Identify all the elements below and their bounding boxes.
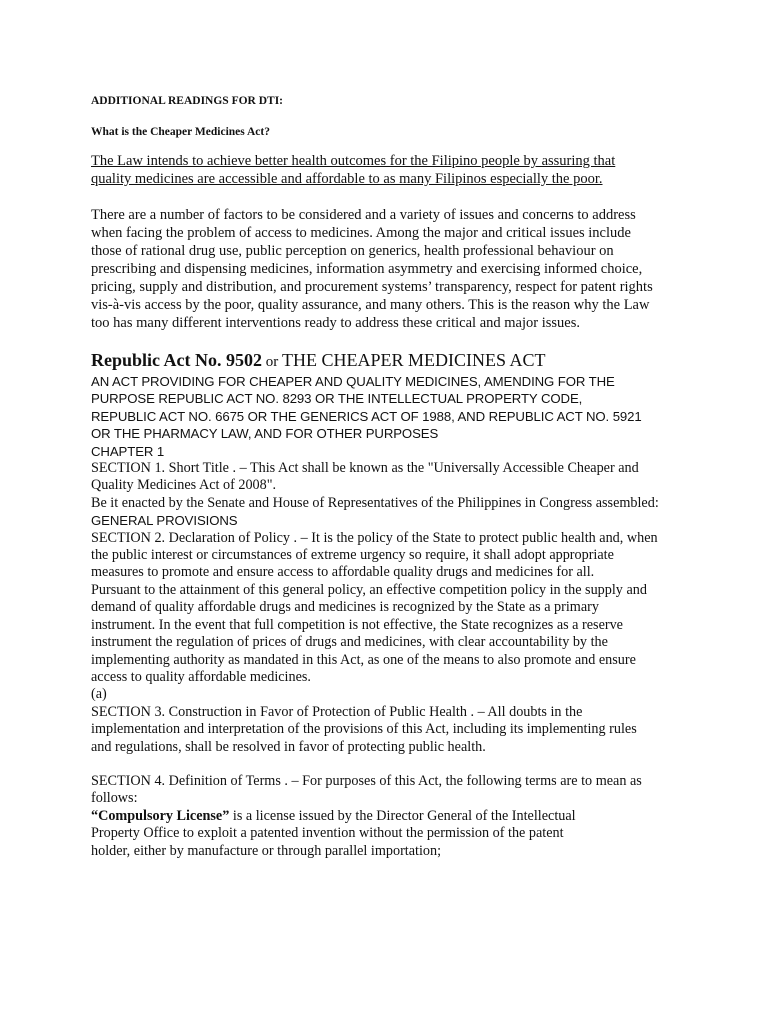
term-definition-first: is a license issued by the Director General of the Intellectual: [229, 807, 576, 824]
act-title: [91, 349, 708, 373]
chapter-heading: CHAPTER 1: [91, 443, 165, 459]
general-provisions-heading: GENERAL PROVISIONS: [91, 513, 238, 529]
term-compulsory-license: “Compulsory License”: [91, 807, 230, 824]
spacer: [91, 756, 708, 773]
item-a: (a): [91, 686, 107, 703]
section-3: SECTION 3. Construction in Favor of Protection of Public Health . – All doubts in the implementation and interpretation of the provisions of this Act, including its implementing rules and regulations, shall be resolved in favor of protecting public health.: [91, 703, 637, 755]
document-heading: ADDITIONAL READINGS FOR DTI:: [91, 95, 284, 107]
act-name: THE CHEAPER MEDICINES ACT: [282, 350, 546, 370]
act-number: Republic Act No. 9502: [91, 350, 262, 370]
question-heading: What is the Cheaper Medicines Act?: [91, 126, 270, 138]
compulsory-license-definition: [91, 808, 708, 825]
pursuant-paragraph: Pursuant to the attainment of this general policy, an effective competition policy in the supply and demand of quality affordable drugs and medicines is recognized by the State as a primary instrument. In the event that full competition is not effective, the State recognizes as a reserve instrument the regulation of prices of drugs and medicines, with clear accountability by the implementing authority as mandated in this Act, as one of the means to also promote and ensure access to quality affordable medicines.: [91, 581, 647, 685]
section-1: SECTION 1. Short Title . – This Act shall be known as the "Universally Accessible Cheaper and Quality Medicines Act of 2008".: [91, 460, 639, 494]
act-title-or: or: [262, 354, 282, 370]
term-definition-rest: Property Office to exploit a patented invention without the permission of the patent holder, either by manufacture or through parallel importation;: [91, 825, 564, 859]
factors-paragraph: There are a number of factors to be considered and a variety of issues and concerns to address when facing the problem of access to medicines. Among the major and critical issues include those of rational drug use, public perception on generics, health professional behaviour on prescribing and dispensing medicines, information asymmetry and exercising informed choice, pricing, supply and distribution, and procurement systems’ transparency, respect for patent rights vis-à-vis access by the poor, quality assurance, and many others. This is the reason why the Law too has many different interventions ready to address these critical and major issues.: [91, 207, 653, 331]
act-subtitle: AN ACT PROVIDING FOR CHEAPER AND QUALITY MEDICINES, AMENDING FOR THE PURPOSE REPUBLIC ACT NO. 8293 OR THE INTELLECTUAL PROPERTY CODE, REPUBLIC ACT NO. 6675 OR THE GENERICS ACT OF 1988, AND REPUBLIC ACT NO. 5921 OR THE PHARMACY LAW, AND FOR OTHER PURPOSES: [91, 374, 642, 442]
section-2: SECTION 2. Declaration of Policy . – It is the policy of the State to protect public health and, when the public interest or circumstances of extreme urgency so require, it shall adopt appropriate measures to promote and ensure access to affordable quality drugs and medicines for all.: [91, 529, 658, 581]
enacting-clause: Be it enacted by the Senate and House of Representatives of the Philippines in Congress assembled:: [91, 494, 659, 511]
section-4: SECTION 4. Definition of Terms . – For purposes of this Act, the following terms are to mean as follows:: [91, 772, 642, 807]
intro-paragraph: The Law intends to achieve better health outcomes for the Filipino people by assuring that quality medicines are accessible and affordable to as many Filipinos especially the poor.: [91, 153, 616, 187]
